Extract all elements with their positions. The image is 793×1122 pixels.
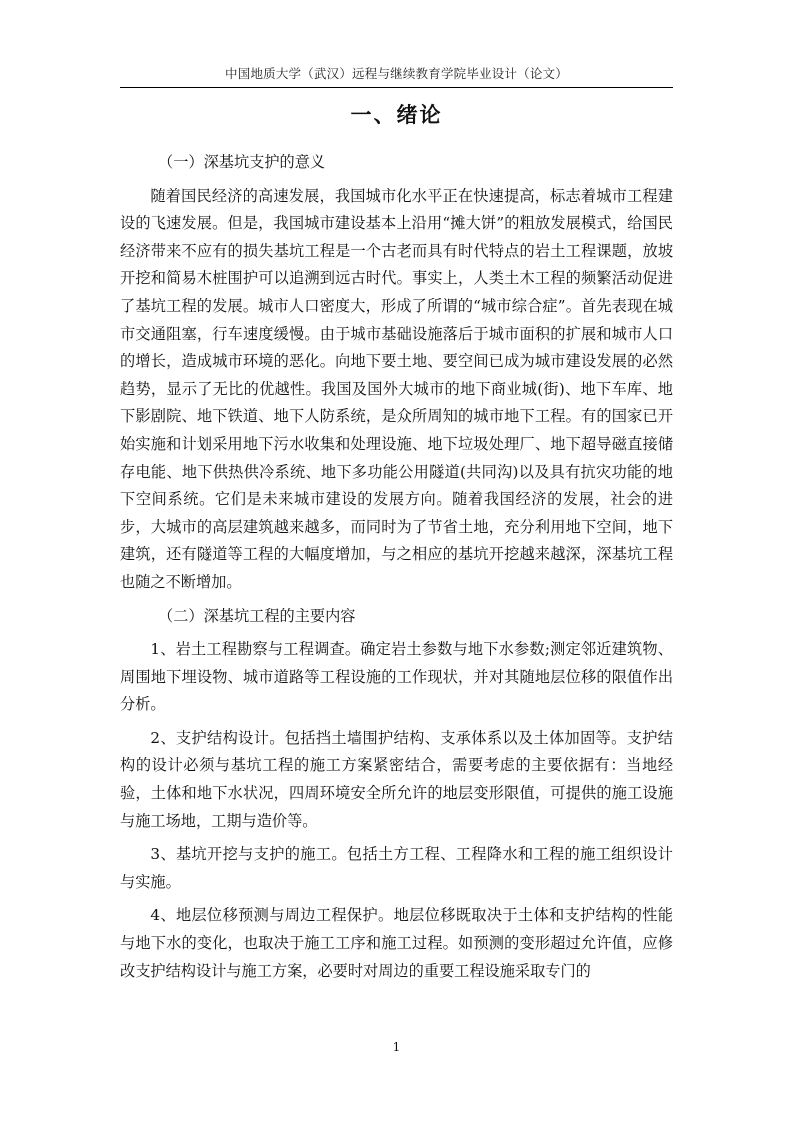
paragraph-item-2: 2、支护结构设计。包括挡土墙围护结构、支承体系以及土体加固等。支护结构的设计必须与基坑工程的施工方案紧密结合，需要考虑的主要依据有：当地经验，土体和地下水状况，四周环境安全所允许的地层变形限值，可提供的施工设施与施工场地，工期与造价等。 bbox=[120, 728, 673, 830]
page-number: 1 bbox=[392, 1040, 401, 1054]
section-heading-significance: （一）深基坑支护的意义 bbox=[158, 153, 326, 171]
paragraph-significance: 随着国民经济的高速发展，我国城市化水平正在快速提高，标志着城市工程建设的飞速发展。但是，我国城市建设基本上沿用“摊大饼”的粗放发展模式，给国民经济带来不应有的损失基坑工程是一个古老而具有时代特点的岩土工程课题，放坡开挖和简易木桩围护可以追溯到远古时代。事实上，人类土木工程的频繁活动促进了基坑工程的发展。城市人口密度大，形成了所谓的“城市综合症”。首先表现在城市交通阻塞，行车速度缓慢。由于城市基础设施落后于城市面积的扩展和城市人口的增长，造成城市环境的恶化。向地下要土地、要空间已成为城市建设发展的必然趋势，显示了无比的优越性。我国及国外大城市的地下商业城(街)、地下车库、地下影剧院、地下铁道、地下人防系统，是众所周知的城市地下工程。有的国家已开始实施和计划采用地下污水收集和处理设施、地下垃圾处理厂、地下超导磁直接储存电能、地下供热供冷系统、地下多功能公用隧道(共同沟)以及具有抗灾功能的地下空间系统。它们是未来城市建设的发展方向。随着我国经济的发展，社会的进步，大城市的高层建筑越来越多，而同时为了节省土地，充分利用地下空间，地下建筑，还有隧道等工程的大幅度增加，与之相应的基坑开挖越来越深，深基坑工程也随之不断增加。 bbox=[120, 186, 673, 591]
body-text bbox=[120, 149, 673, 991]
paragraph-item-4: 4、地层位移预测与周边工程保护。地层位移既取决于土体和支护结构的性能与地下水的变化，也取决于施工工序和施工过程。如预测的变形超过允许值，应修改支护结构设计与施工方案，必要时对周边的重要工程设施采取专门的 bbox=[120, 906, 673, 980]
section-heading-main-content: （二）深基坑工程的主要内容 bbox=[158, 606, 356, 625]
chapter-title: 一、绪论 bbox=[350, 102, 443, 127]
header-rule bbox=[120, 87, 673, 88]
paragraph-item-3: 3、基坑开挖与支护的施工。包括土方工程、工程降水和工程的施工组织设计与实施。 bbox=[120, 845, 673, 891]
running-header: 中国地质大学（武汉）远程与继续教育学院毕业设计（论文） bbox=[225, 66, 568, 81]
paragraph-item-1: 1、岩土工程勘察与工程调查。确定岩土参数与地下水参数;测定邻近建筑物、周围地下埋设物、城市道路等工程设施的工作现状，并对其随地层位移的限值作出分析。 bbox=[120, 640, 673, 714]
